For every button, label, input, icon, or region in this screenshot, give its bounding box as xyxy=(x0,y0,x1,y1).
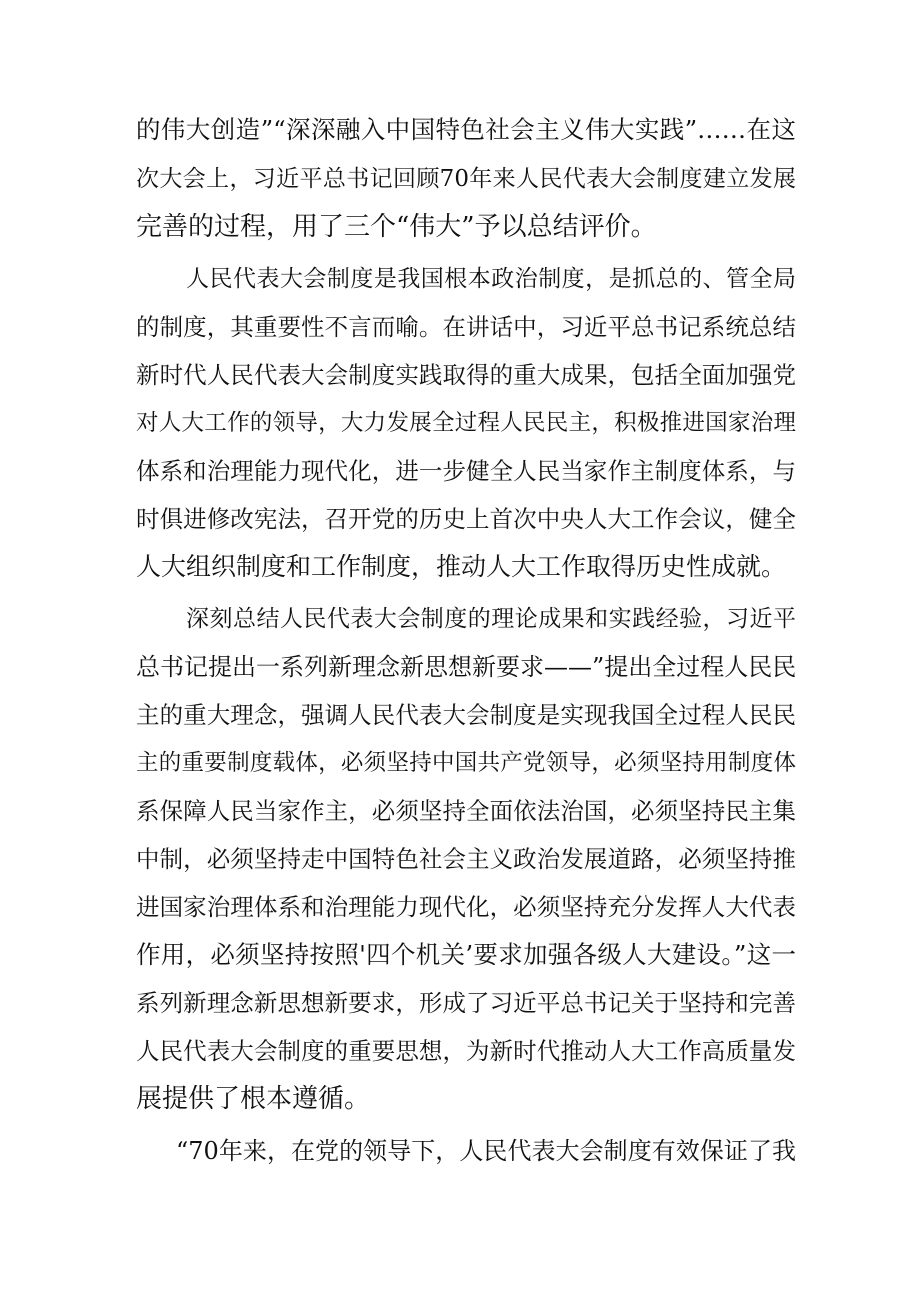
text-line: 对人大工作的领导，大力发展全过程人民民主，积极推进国家治理 xyxy=(136,410,796,436)
text-line: 系保障人民当家作主，必须坚持全面依法治国，必须坚持民主集 xyxy=(136,797,796,825)
paragraph-first-line: 人民代表大会制度是我国根本政治制度，是抓总的、管全局 xyxy=(186,266,796,292)
text-line: 新时代人民代表大会制度实践取得的重大成果，包括全面加强党 xyxy=(136,361,796,389)
text-line: 人大组织制度和工作制度，推动人大工作取得历史性成就。 xyxy=(136,552,787,581)
text-line: 作用，必须坚持按照'四个机关’要求加强各级人大建设。”这一 xyxy=(136,940,796,969)
text-line: 主的重要制度载体，必须坚持中国共产党领导，必须坚持用制度体 xyxy=(136,750,796,776)
text-line: 体系和治理能力现代化，进一步健全人民当家作主制度体系，与 xyxy=(136,457,796,485)
text-line: 完善的过程，用了三个“伟大”予以总结评价。 xyxy=(136,212,657,242)
text-line: 时俱进修改宪法，召开党的历史上首次中央人大工作会议，健全 xyxy=(136,505,796,533)
text-line: 进国家治理体系和治理能力现代化，必须坚持充分发挥人大代表 xyxy=(136,893,796,921)
text-line: 展提供了根本遵循。 xyxy=(136,1084,371,1114)
text-line: 的制度，其重要性不言而喻。在讲话中，习近平总书记系统总结 xyxy=(136,313,796,341)
text-line: 次大会上，习近平总书记回顾70年来人民代表大会制度建立发展 xyxy=(136,166,796,192)
text-line: 总书记提出一系列新理念新思想新要求——”提出全过程人民民 xyxy=(136,653,797,681)
text-line: 中制，必须坚持走中国特色社会主义政治发展道路，必须坚持推 xyxy=(136,845,796,873)
paragraph-first-line: 深刻总结人民代表大会制度的理论成果和实践经验，习近平 xyxy=(186,606,796,632)
text-line: 的伟大创造”“深深融入中国特色社会主义伟大实践”……在这 xyxy=(136,115,796,144)
text-line: 主的重大理念，强调人民代表大会制度是实现我国全过程人民民 xyxy=(136,701,796,729)
paragraph-first-line: “70年来，在党的领导下，人民代表大会制度有效保证了我 xyxy=(176,1137,796,1165)
text-line: 系列新理念新思想新要求，形成了习近平总书记关于坚持和完善 xyxy=(136,989,796,1017)
text-line: 人民代表大会制度的重要思想，为新时代推动人大工作高质量发 xyxy=(136,1037,796,1065)
